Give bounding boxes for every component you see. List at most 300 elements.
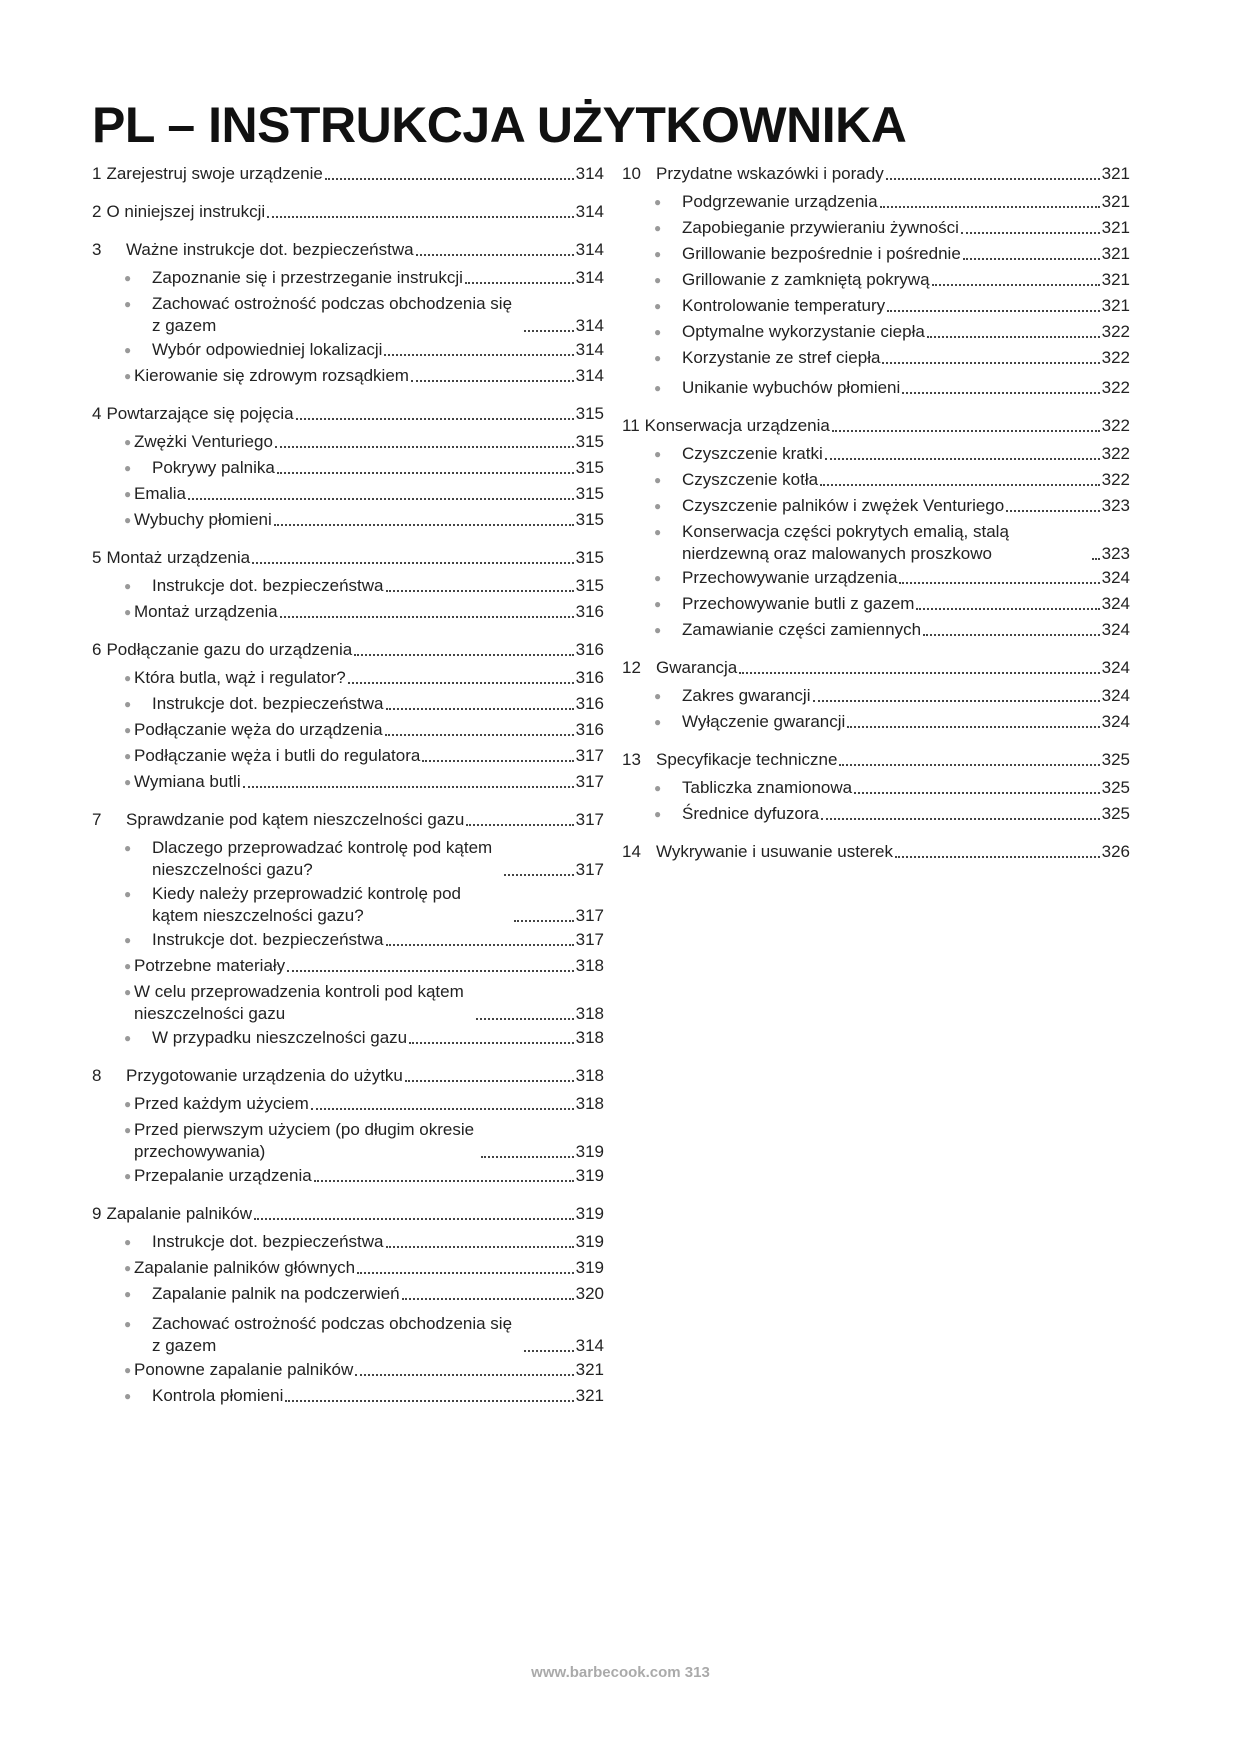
bullet-icon: ● — [124, 775, 132, 789]
toc-subitem[interactable] — [92, 1283, 604, 1305]
toc-entry-label: Wykrywanie i usuwanie usterek — [656, 842, 893, 861]
dot-leader — [296, 418, 574, 420]
toc-entry-label: Wybuchy płomieni — [134, 510, 272, 529]
toc-page-number: 321 — [1101, 164, 1130, 183]
toc-subitem[interactable] — [622, 469, 1130, 491]
page-footer: www.barbecook.com 313 — [531, 1664, 710, 1681]
toc-entry-text — [682, 217, 1102, 239]
toc-entry-label: Podłączanie węża do urządzenia — [134, 720, 383, 739]
toc-subitem[interactable] — [92, 293, 604, 337]
toc-entry-text — [152, 575, 576, 597]
toc-chapter-5[interactable] — [92, 547, 604, 569]
dot-leader — [409, 1042, 574, 1044]
toc-entry-label: Podgrzewanie urządzenia — [682, 192, 878, 211]
bullet-icon: ● — [124, 671, 132, 685]
dot-leader — [386, 1246, 574, 1248]
toc-entry-text — [134, 745, 576, 767]
toc-entry-label: Konserwacja urządzenia — [644, 416, 830, 435]
toc-entry-text — [126, 809, 576, 831]
toc-subitem[interactable] — [92, 1257, 604, 1279]
toc-entry-text — [682, 619, 1102, 641]
toc-entry-label: Montaż urządzenia — [134, 602, 278, 621]
bullet-icon: ● — [124, 985, 132, 999]
dot-leader — [188, 498, 574, 500]
bullet-icon: ● — [124, 1261, 132, 1275]
bullet-icon: ● — [654, 473, 662, 487]
dot-leader — [354, 654, 573, 656]
bullet-icon: ● — [654, 623, 662, 637]
toc-page-number: 324 — [1101, 620, 1130, 639]
bullet-icon: ● — [654, 273, 662, 287]
toc-page-number: 315 — [575, 576, 604, 595]
toc-subitem[interactable] — [92, 267, 604, 289]
toc-chapter-9[interactable] — [92, 1203, 604, 1225]
dot-leader — [916, 608, 1099, 610]
toc-entry-text — [106, 163, 575, 185]
toc-entry-text — [134, 1119, 576, 1163]
toc-page-number: 322 — [1101, 322, 1130, 341]
toc-subitem[interactable] — [92, 667, 604, 689]
toc-entry-text — [134, 771, 576, 793]
toc-entry-label: Zakres gwarancji — [682, 686, 811, 705]
toc-subitem[interactable] — [622, 295, 1130, 317]
toc-chapter-number: 5 — [92, 548, 102, 567]
toc-page-number: 323 — [1101, 544, 1130, 563]
toc-subitem[interactable] — [622, 803, 1130, 825]
toc-entry-text — [134, 509, 576, 531]
toc-page-number: 316 — [575, 720, 604, 739]
dot-leader — [311, 1108, 574, 1110]
toc-entry-label: Ponowne zapalanie palników — [134, 1360, 354, 1379]
toc-entry-text — [682, 295, 1102, 317]
toc-entry-label: Potrzebne materiały — [134, 956, 286, 975]
toc-entry-label: Gwarancja — [656, 658, 738, 677]
toc-subitem[interactable] — [622, 321, 1130, 343]
toc-page-number: 319 — [575, 1142, 604, 1161]
dot-leader — [820, 484, 1100, 486]
toc-entry-text — [682, 593, 1102, 615]
dot-leader — [277, 472, 574, 474]
toc-entry-text — [682, 321, 1102, 343]
toc-entry-text — [682, 443, 1102, 465]
bullet-icon: ● — [124, 343, 132, 357]
bullet-icon: ● — [124, 1235, 132, 1249]
toc-entry-text — [134, 719, 576, 741]
toc-subitem[interactable] — [92, 1359, 604, 1381]
dot-leader — [524, 1350, 574, 1352]
toc-entry-label: Przed pierwszym użyciem (po długim okresie przechowywania) — [134, 1120, 475, 1161]
toc-page-number: 317 — [575, 906, 604, 925]
toc-chapter-number: 7 — [92, 810, 102, 829]
bullet-icon: ● — [124, 435, 132, 449]
toc-subitem[interactable] — [92, 509, 604, 531]
dot-leader — [880, 206, 1100, 208]
dot-leader — [422, 760, 573, 762]
dot-leader — [481, 1156, 574, 1158]
toc-entry-text — [656, 657, 1102, 679]
toc-subitem[interactable] — [622, 495, 1130, 517]
bullet-icon: ● — [124, 841, 132, 855]
toc-page-number: 315 — [575, 484, 604, 503]
bullet-icon: ● — [124, 487, 132, 501]
dot-leader — [739, 672, 1099, 674]
toc-page-number: 315 — [575, 458, 604, 477]
dot-leader — [405, 1080, 574, 1082]
toc-entry-label: Kiedy należy przeprowadzić kontrolę pod kątem nieszczelności gazu? — [152, 884, 462, 925]
toc-chapter-1[interactable] — [92, 163, 604, 185]
toc-chapter-number: 3 — [92, 240, 102, 259]
dot-leader — [524, 330, 574, 332]
toc-entry-label: Korzystanie ze stref ciepła — [682, 348, 881, 367]
toc-page-number: 318 — [575, 1066, 604, 1085]
toc-entry-label: Konserwacja części pokrytych emalią, stalą nierdzewną oraz malowanych proszkowo — [682, 522, 1009, 563]
toc-chapter-12[interactable] — [622, 657, 1130, 679]
toc-entry-text — [682, 521, 1102, 565]
toc-page-number: 318 — [575, 1094, 604, 1113]
toc-entry-label: Zapalanie palnik na podczerwień — [152, 1284, 400, 1303]
toc-entry-label: Unikanie wybuchów płomieni — [682, 378, 901, 397]
toc-entry-label: Przepalanie urządzenia — [134, 1166, 312, 1185]
dot-leader — [287, 970, 573, 972]
toc-entry-label: Montaż urządzenia — [106, 548, 251, 567]
toc-page-number: 324 — [1101, 568, 1130, 587]
toc-subitem[interactable] — [622, 593, 1130, 615]
bullet-icon: ● — [654, 525, 662, 539]
dot-leader — [825, 458, 1100, 460]
toc-subitem[interactable] — [92, 365, 604, 387]
toc-chapter-2[interactable] — [92, 201, 604, 223]
toc-entry-text — [682, 803, 1102, 825]
toc-subitem[interactable] — [92, 883, 604, 927]
toc-entry-text — [134, 981, 576, 1025]
dot-leader — [1092, 558, 1100, 560]
toc-entry-text — [682, 243, 1102, 265]
toc-subitem[interactable] — [92, 929, 604, 951]
dot-leader — [314, 1180, 574, 1182]
dot-leader — [384, 354, 573, 356]
bullet-icon: ● — [124, 1123, 132, 1137]
dot-leader — [325, 178, 574, 180]
bullet-icon: ● — [124, 1287, 132, 1301]
toc-chapter-8[interactable] — [92, 1065, 604, 1087]
toc-entry-label: Zwężki Venturiego — [134, 432, 273, 451]
dot-leader — [927, 336, 1100, 338]
toc-page-number: 314 — [575, 164, 604, 183]
toc-page-number: 320 — [575, 1284, 604, 1303]
toc-entry-text — [656, 163, 1102, 185]
toc-entry-text — [152, 1313, 576, 1357]
toc-entry-text — [152, 1283, 576, 1305]
bullet-icon: ● — [124, 749, 132, 763]
toc-subitem[interactable] — [92, 483, 604, 505]
toc-entry-text — [152, 339, 576, 361]
toc-entry-text — [682, 191, 1102, 213]
toc-entry-label: Podłączanie węża i butli do regulatora — [134, 746, 421, 765]
toc-page-number: 318 — [575, 1004, 604, 1023]
toc-chapter-6[interactable] — [92, 639, 604, 661]
bullet-icon: ● — [124, 933, 132, 947]
toc-entry-label: Wyłączenie gwarancji — [682, 712, 846, 731]
toc-page-number: 322 — [1101, 416, 1130, 435]
toc-entry-text — [106, 403, 575, 425]
toc-page-number: 321 — [575, 1386, 604, 1405]
toc-subitem[interactable] — [92, 981, 604, 1025]
toc-entry-label: Pokrywy palnika — [152, 458, 275, 477]
toc-subitem[interactable] — [622, 521, 1130, 565]
toc-chapter-number: 4 — [92, 404, 102, 423]
bullet-icon: ● — [124, 959, 132, 973]
toc-subitem[interactable] — [92, 955, 604, 977]
toc-entry-text — [134, 1257, 576, 1279]
toc-entry-text — [134, 955, 576, 977]
toc-page-number: 314 — [575, 268, 604, 287]
toc-chapter-10[interactable] — [622, 163, 1130, 185]
toc-entry-label: Dlaczego przeprowadzać kontrolę pod kątem nieszczelności gazu? — [152, 838, 493, 879]
toc-entry-label: Grillowanie z zamkniętą pokrywą — [682, 270, 930, 289]
toc-entry-text — [645, 415, 1102, 437]
toc-page-number: 314 — [575, 240, 604, 259]
toc-entry-label: Przechowywanie urządzenia — [682, 568, 898, 587]
bullet-icon: ● — [124, 1317, 132, 1331]
toc-subitem[interactable] — [92, 1313, 604, 1357]
toc-entry-label: Czyszczenie kotła — [682, 470, 819, 489]
toc-entry-text — [682, 777, 1102, 799]
toc-subitem[interactable] — [92, 457, 604, 479]
toc-subitem[interactable] — [92, 1093, 604, 1115]
toc-subitem[interactable] — [92, 431, 604, 453]
toc-subitem[interactable] — [92, 1165, 604, 1187]
toc-entry-text — [682, 495, 1102, 517]
toc-entry-label: Instrukcje dot. bezpieczeństwa — [152, 694, 384, 713]
bullet-icon: ● — [654, 781, 662, 795]
toc-entry-text — [106, 639, 575, 661]
toc-entry-text — [682, 347, 1102, 369]
toc-page-number: 318 — [575, 956, 604, 975]
toc-subitem[interactable] — [92, 693, 604, 715]
dot-leader — [895, 856, 1100, 858]
toc-subitem[interactable] — [92, 745, 604, 767]
dot-leader — [385, 734, 574, 736]
toc-subitem[interactable] — [622, 347, 1130, 369]
toc-page-number: 314 — [575, 1336, 604, 1355]
toc-subitem[interactable] — [622, 377, 1130, 399]
toc-entry-label: Powtarzające się pojęcia — [106, 404, 294, 423]
toc-page-number: 325 — [1101, 750, 1130, 769]
toc-entry-text — [656, 749, 1102, 771]
toc-page-number: 324 — [1101, 712, 1130, 731]
dot-leader — [882, 362, 1099, 364]
dot-leader — [357, 1272, 573, 1274]
toc-entry-text — [152, 293, 576, 337]
toc-page-number: 321 — [1101, 296, 1130, 315]
toc-subitem[interactable] — [92, 1119, 604, 1163]
bullet-icon: ● — [654, 299, 662, 313]
toc-page-number: 322 — [1101, 470, 1130, 489]
toc-chapter-number: 1 — [92, 164, 102, 183]
toc-page-number: 321 — [575, 1360, 604, 1379]
bullet-icon: ● — [654, 195, 662, 209]
toc-page-number: 316 — [575, 694, 604, 713]
toc-subitem[interactable] — [92, 771, 604, 793]
dot-leader — [348, 682, 574, 684]
toc-chapter-number: 6 — [92, 640, 102, 659]
toc-subitem[interactable] — [622, 191, 1130, 213]
dot-leader — [267, 216, 573, 218]
toc-page-number: 317 — [575, 860, 604, 879]
toc-subitem[interactable] — [622, 269, 1130, 291]
dot-leader — [932, 284, 1100, 286]
toc-chapter-number: 12 — [622, 658, 641, 677]
toc-subitem[interactable] — [622, 711, 1130, 733]
toc-subitem[interactable] — [622, 777, 1130, 799]
toc-page-number: 319 — [575, 1166, 604, 1185]
toc-entry-label: Podłączanie gazu do urządzenia — [106, 640, 353, 659]
toc-chapter-14[interactable] — [622, 841, 1130, 863]
dot-leader — [275, 446, 574, 448]
toc-entry-label: Tabliczka znamionowa — [682, 778, 853, 797]
toc-entry-label: Przygotowanie urządzenia do użytku — [126, 1066, 403, 1085]
toc-subitem[interactable] — [622, 243, 1130, 265]
toc-subitem[interactable] — [92, 837, 604, 881]
toc-entry-label: Optymalne wykorzystanie ciepła — [682, 322, 925, 341]
toc-subitem[interactable] — [622, 619, 1130, 641]
dot-leader — [813, 700, 1100, 702]
toc-chapter-3[interactable] — [92, 239, 604, 261]
dot-leader — [386, 944, 574, 946]
toc-entry-label: O niniejszej instrukcji — [106, 202, 266, 221]
toc-entry-text — [682, 711, 1102, 733]
toc-entry-text — [152, 1231, 576, 1253]
toc-entry-text — [152, 1385, 576, 1407]
toc-chapter-13[interactable] — [622, 749, 1130, 771]
toc-page-number: 324 — [1101, 594, 1130, 613]
dot-leader — [402, 1298, 574, 1300]
toc-entry-label: Przydatne wskazówki i porady — [656, 164, 884, 183]
bullet-icon: ● — [124, 887, 132, 901]
toc-subitem[interactable] — [92, 575, 604, 597]
bullet-icon: ● — [124, 579, 132, 593]
toc-page-number: 323 — [1101, 496, 1130, 515]
toc-entry-text — [152, 929, 576, 951]
toc-page-number: 321 — [1101, 270, 1130, 289]
toc-chapter-number: 13 — [622, 750, 641, 769]
toc-entry-label: Przechowywanie butli z gazem — [682, 594, 915, 613]
toc-page-number: 324 — [1101, 658, 1130, 677]
toc-entry-text — [134, 365, 576, 387]
toc-entry-label: W celu przeprowadzenia kontroli pod kątem nieszczelności gazu — [134, 982, 464, 1023]
dot-leader — [847, 726, 1099, 728]
toc-subitem[interactable] — [622, 685, 1130, 707]
toc-page-number: 326 — [1101, 842, 1130, 861]
dot-leader — [839, 764, 1099, 766]
bullet-icon: ● — [124, 1031, 132, 1045]
toc-subitem[interactable] — [92, 1385, 604, 1407]
toc-page-number: 319 — [575, 1258, 604, 1277]
toc-entry-label: Instrukcje dot. bezpieczeństwa — [152, 1232, 384, 1251]
toc-entry-label: Kierowanie się zdrowym rozsądkiem — [134, 366, 409, 385]
toc-entry-text — [106, 201, 575, 223]
toc-page-number: 324 — [1101, 686, 1130, 705]
toc-entry-label: Zapobieganie przywieraniu żywności — [682, 218, 959, 237]
toc-page-number: 322 — [1101, 378, 1130, 397]
dot-leader — [963, 258, 1100, 260]
toc-entry-label: Grillowanie bezpośrednie i pośrednie — [682, 244, 961, 263]
toc-entry-text — [682, 685, 1102, 707]
toc-subitem[interactable] — [622, 567, 1130, 589]
toc-subitem[interactable] — [622, 217, 1130, 239]
toc-entry-text — [134, 483, 576, 505]
toc-chapter-7[interactable] — [92, 809, 604, 831]
bullet-icon: ● — [654, 499, 662, 513]
page-title: PL – INSTRUKCJA UŻYTKOWNIKA — [92, 97, 907, 153]
toc-entry-text — [134, 1359, 576, 1381]
bullet-icon: ● — [124, 271, 132, 285]
bullet-icon: ● — [654, 689, 662, 703]
toc-subitem[interactable] — [92, 719, 604, 741]
toc-subitem[interactable] — [92, 601, 604, 623]
toc-entry-label: Która butla, wąż i regulator? — [134, 668, 346, 687]
toc-entry-label: W przypadku nieszczelności gazu — [152, 1028, 408, 1047]
toc-subitem[interactable] — [92, 1027, 604, 1049]
toc-entry-label: Zapalanie palników głównych — [134, 1258, 356, 1277]
bullet-icon: ● — [654, 381, 662, 395]
bullet-icon: ● — [124, 1169, 132, 1183]
toc-page-number: 319 — [575, 1204, 604, 1223]
toc-page-number: 317 — [575, 810, 604, 829]
toc-entry-text — [152, 1027, 576, 1049]
toc-entry-label: Ważne instrukcje dot. bezpieczeństwa — [126, 240, 414, 259]
bullet-icon: ● — [654, 351, 662, 365]
dot-leader — [280, 616, 574, 618]
toc-chapter-11[interactable] — [622, 415, 1130, 437]
toc-page-number: 314 — [575, 202, 604, 221]
toc-page-number: 316 — [575, 668, 604, 687]
toc-page-number: 315 — [575, 404, 604, 423]
bullet-icon: ● — [654, 221, 662, 235]
toc-page-number: 321 — [1101, 192, 1130, 211]
dot-leader — [252, 562, 574, 564]
toc-subitem[interactable] — [92, 1231, 604, 1253]
toc-page-number: 321 — [1101, 218, 1130, 237]
toc-subitem[interactable] — [622, 443, 1130, 465]
toc-entry-label: Czyszczenie palników i zwężek Venturiego — [682, 496, 1005, 515]
toc-entry-text — [152, 693, 576, 715]
toc-subitem[interactable] — [92, 339, 604, 361]
bullet-icon: ● — [654, 447, 662, 461]
toc-chapter-number: 2 — [92, 202, 102, 221]
toc-entry-text — [134, 601, 576, 623]
dot-leader — [854, 792, 1100, 794]
bullet-icon: ● — [654, 597, 662, 611]
toc-entry-text — [152, 883, 576, 927]
toc-entry-label: Instrukcje dot. bezpieczeństwa — [152, 930, 384, 949]
toc-page-number: 315 — [575, 510, 604, 529]
toc-page-number: 315 — [575, 548, 604, 567]
toc-entry-label: Kontrolowanie temperatury — [682, 296, 886, 315]
toc-page-number: 317 — [575, 772, 604, 791]
bullet-icon: ● — [124, 369, 132, 383]
toc-entry-text — [682, 469, 1102, 491]
toc-chapter-4[interactable] — [92, 403, 604, 425]
toc-chapter-number: 14 — [622, 842, 641, 861]
toc-entry-label: Instrukcje dot. bezpieczeństwa — [152, 576, 384, 595]
toc-entry-text — [106, 547, 575, 569]
toc-page-number: 325 — [1101, 804, 1130, 823]
toc-page-number: 317 — [575, 930, 604, 949]
toc-page-number: 314 — [575, 316, 604, 335]
dot-leader — [961, 232, 1100, 234]
dot-leader — [285, 1400, 573, 1402]
